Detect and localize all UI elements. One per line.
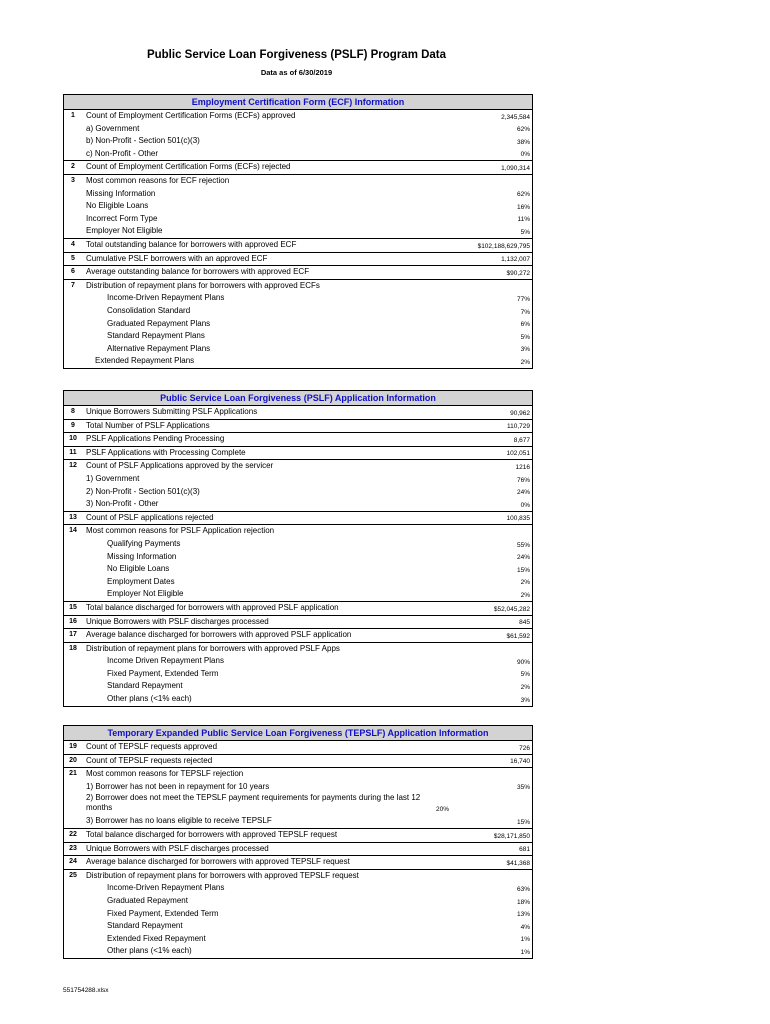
tepslf-row [64,842,532,856]
row-label: 2) Non-Profit - Section 501(c)(3) [86,486,200,496]
row-value: 2% [520,591,530,599]
ecf-row [64,174,532,188]
row-value: 24% [516,489,530,497]
row-value: 38% [516,138,530,146]
row-number [64,135,82,148]
tepslf-row [64,920,532,933]
ecf-row [64,200,532,213]
row-value: 5% [520,228,530,236]
row-value: 726 [519,744,530,752]
tepslf-row [64,767,532,781]
row-number [64,343,82,356]
row-label: Distribution of repayment plans for borrowers with approved ECFs [86,280,320,290]
row-value: 845 [519,619,530,627]
pslf-row [64,551,532,564]
row-number: 14 [69,527,77,535]
row-label: Qualifying Payments [107,538,181,548]
ecf-row [64,225,532,238]
tepslf-section [63,725,533,959]
pslf-row [64,563,532,576]
tepslf-row [64,945,532,958]
row-value: 4% [520,923,530,931]
ecf-row [64,110,532,123]
row-value: 1216 [515,463,530,471]
row-label: Count of Employment Certification Forms (ECFs) rejected [86,162,291,172]
file-name-footer: 551754288.xlsx [63,987,109,994]
row-value: $61,592 [506,632,530,640]
row-label: Income-Driven Repayment Plans [107,883,225,893]
row-number [64,292,82,305]
row-value: 24% [516,554,530,562]
row-number [64,551,82,564]
row-value: $41,368 [506,859,530,867]
row-label: a) Government [86,123,140,133]
ecf-row [64,188,532,201]
row-label: 1) Borrower has not been in repayment for 10 years [86,781,270,791]
row-number [64,895,82,908]
row-number [64,473,82,486]
row-number: 15 [69,603,77,611]
row-value: 18% [516,898,530,906]
pslf-row [64,446,532,460]
row-label: Employer Not Eligible [86,226,163,236]
row-label: 3) Borrower has no loans eligible to receive TEPSLF [86,816,272,826]
row-label: Distribution of repayment plans for borrowers with approved TEPSLF request [86,870,359,880]
pslf-row [64,432,532,446]
row-number: 4 [71,240,75,248]
row-label: Other plans (<1% each) [107,694,192,704]
row-number [64,538,82,551]
row-number [64,933,82,946]
row-number [64,305,82,318]
row-number: 16 [69,617,77,625]
tepslf-row [64,895,532,908]
row-label: Count of TEPSLF requests rejected [86,755,213,765]
row-number: 2 [71,163,75,171]
row-value: 102,051 [506,450,530,458]
row-label: Cumulative PSLF borrowers with an approved ECF [86,253,268,263]
row-label: Most common reasons for PSLF Application rejection [86,526,275,536]
row-value: 100,835 [506,515,530,523]
row-value: 15% [516,566,530,574]
row-number: 9 [71,421,75,429]
row-label: Employer Not Eligible [107,589,184,599]
row-number: 3 [71,176,75,184]
row-value: 8,677 [513,436,530,444]
pslf-row [64,655,532,668]
ecf-row [64,238,532,252]
row-number: 23 [69,844,77,852]
row-value: 7% [520,308,530,316]
row-label: 1) Government [86,473,140,483]
row-number [64,200,82,213]
row-number [64,945,82,958]
row-label: 2) Borrower does not meet the TEPSLF payment requirements for payments during the last 12 months [86,793,421,813]
ecf-row [64,123,532,136]
tepslf-row [64,908,532,921]
tepslf-row [64,815,532,828]
row-number [64,188,82,201]
row-label: Average balance discharged for borrowers with approved PSLF application [86,630,352,640]
pslf-row [64,486,532,499]
row-value: 77% [516,295,530,303]
tepslf-row [64,869,532,883]
row-number [64,793,82,815]
row-label: Standard Repayment [107,921,183,931]
row-label: Income Driven Repayment Plans [107,656,224,666]
ecf-row [64,318,532,331]
row-number [64,486,82,499]
row-number [64,693,82,706]
ecf-row [64,148,532,161]
ecf-section-heading: Employment Certification Form (ECF) Information [64,95,532,110]
row-value: 110,729 [506,423,530,431]
row-value: 2% [520,684,530,692]
row-number [64,318,82,331]
row-number: 20 [69,756,77,764]
ecf-row [64,279,532,293]
row-number: 11 [69,448,77,456]
row-label: Unique Borrowers with PSLF discharges processed [86,843,269,853]
row-number: 7 [71,281,75,289]
row-label: Total balance discharged for borrowers with approved TEPSLF request [86,829,338,839]
row-label: Count of TEPSLF requests approved [86,742,218,751]
tepslf-row [64,882,532,895]
row-number: 8 [71,408,75,415]
ecf-row [64,292,532,305]
row-number [64,680,82,693]
row-label: Count of Employment Certification Forms (ECFs) approved [86,111,296,120]
row-value: $52,045,282 [493,605,530,613]
pslf-row [64,459,532,473]
row-number [64,908,82,921]
row-label: No Eligible Loans [107,564,170,574]
row-value: 0% [520,151,530,159]
tepslf-row [64,855,532,869]
row-label: Standard Repayment [107,681,183,691]
row-value: 681 [519,846,530,854]
row-value: 90% [516,658,530,666]
row-number: 5 [71,254,75,262]
row-label: Missing Information [107,551,177,561]
ecf-row [64,305,532,318]
row-number: 1 [71,112,75,119]
row-number [64,588,82,601]
row-label: Missing Information [86,188,156,198]
row-label: 3) Non-Profit - Other [86,499,159,509]
tepslf-section-heading: Temporary Expanded Public Service Loan Forgiveness (TEPSLF) Application Information [64,726,532,741]
row-label: Total balance discharged for borrowers with approved PSLF application [86,602,339,612]
ecf-row [64,355,532,368]
row-label: Average outstanding balance for borrowers with approved ECF [86,267,310,277]
row-label: Incorrect Form Type [86,213,158,223]
row-label: Distribution of repayment plans for borrowers with approved PSLF Apps [86,643,340,653]
row-number: 10 [69,435,77,443]
row-label: Employment Dates [107,576,175,586]
row-value: $102,188,629,795 [477,242,530,250]
row-value: 16,740 [510,758,530,766]
row-number [64,576,82,589]
row-label: PSLF Applications Pending Processing [86,434,225,444]
tepslf-row [64,828,532,842]
row-value: 6% [520,321,530,329]
tepslf-row [64,754,532,768]
row-label: Alternative Repayment Plans [107,343,211,353]
row-value: 3% [520,696,530,704]
row-label: Count of PSLF applications rejected [86,512,214,522]
row-value: 5% [520,333,530,341]
row-label: Fixed Payment, Extended Term [107,668,219,678]
row-value: 0% [520,501,530,509]
row-label: Graduated Repayment Plans [107,318,211,328]
tepslf-row [64,933,532,946]
row-number [64,882,82,895]
row-number: 22 [69,830,77,838]
row-number: 24 [69,858,77,866]
row-value: 1% [520,936,530,944]
row-number [64,213,82,226]
row-value: 63% [516,885,530,893]
row-number: 13 [69,513,77,521]
ecf-row [64,330,532,343]
row-value: 35% [516,784,530,792]
row-number: 6 [71,268,75,276]
pslf-row [64,680,532,693]
pslf-rows [64,406,532,706]
page-subtitle: Data as of 6/30/2019 [260,68,333,77]
row-label: Average balance discharged for borrowers with approved TEPSLF request [86,857,350,867]
ecf-row [64,343,532,356]
row-label: c) Non-Profit - Other [86,148,159,158]
row-number [64,655,82,668]
row-label: b) Non-Profit - Section 501(c)(3) [86,136,200,146]
ecf-row [64,213,532,226]
pslf-row [64,668,532,681]
pslf-row [64,538,532,551]
pslf-row [64,693,532,706]
pslf-row [64,419,532,433]
pslf-row [64,576,532,589]
row-value: 13% [516,911,530,919]
row-number [64,123,82,136]
row-label: Graduated Repayment [107,895,188,905]
row-value: $90,272 [506,269,530,277]
row-value: 1% [520,948,530,956]
row-label: Total Number of PSLF Applications [86,420,210,430]
row-value: $28,171,850 [493,832,530,840]
row-number [64,355,82,368]
row-label: Most common reasons for TEPSLF rejection [86,769,244,779]
row-label: PSLF Applications with Processing Complete [86,447,246,457]
ecf-row [64,135,532,148]
row-label: Standard Repayment Plans [107,331,205,341]
row-number: 25 [69,871,77,879]
row-value: 2% [520,579,530,587]
tepslf-row [64,741,532,754]
row-number: 21 [69,770,77,778]
row-number [64,148,82,161]
row-value: 1,090,314 [501,164,530,172]
row-value: 55% [516,541,530,549]
tepslf-rows [64,741,532,958]
row-label: Fixed Payment, Extended Term [107,908,219,918]
pslf-row [64,406,532,419]
row-value: 2% [520,358,530,366]
row-number [64,781,82,794]
row-label: Income-Driven Repayment Plans [107,293,225,303]
row-value: 15% [516,818,530,826]
pslf-row [64,498,532,511]
page-title: Public Service Loan Forgiveness (PSLF) Program Data [146,49,447,61]
row-value: 76% [516,476,530,484]
tepslf-row [64,781,532,794]
row-number: 17 [69,631,77,639]
pslf-row [64,588,532,601]
pslf-row [64,601,532,615]
row-label: Count of PSLF Applications approved by the servicer [86,461,274,471]
row-label: Extended Fixed Repayment [107,933,206,943]
row-value: 90,962 [510,409,530,417]
row-label: Extended Repayment Plans [95,356,195,366]
row-number [64,668,82,681]
row-number [64,330,82,343]
pslf-row [64,628,532,642]
row-label: Total outstanding balance for borrowers with approved ECF [86,239,297,249]
pslf-section [63,390,533,707]
pslf-row [64,524,532,538]
row-value: 5% [520,671,530,679]
row-label: Consolidation Standard [107,305,191,315]
row-label: Most common reasons for ECF rejection [86,175,230,185]
ecf-rows [64,110,532,368]
pslf-row [64,511,532,525]
row-value: 62% [516,126,530,134]
row-number: 18 [69,644,77,652]
ecf-row [64,265,532,279]
row-number [64,563,82,576]
row-number: 19 [69,743,77,750]
pslf-row [64,473,532,486]
row-label: No Eligible Loans [86,201,149,211]
row-value: 11% [517,216,530,224]
row-value: 1,132,007 [501,256,530,264]
ecf-row [64,252,532,266]
row-value: 20% [436,806,450,814]
tepslf-row [64,793,532,815]
row-number [64,225,82,238]
row-label: Unique Borrowers with PSLF discharges processed [86,616,269,626]
pslf-section-heading: Public Service Loan Forgiveness (PSLF) Application Information [64,391,532,406]
row-value: 3% [520,346,530,354]
ecf-section [63,94,533,369]
row-label: Unique Borrowers Submitting PSLF Applications [86,407,258,416]
row-value: 2,345,584 [501,113,530,121]
row-number [64,920,82,933]
ecf-row [64,160,532,174]
pslf-row [64,642,532,656]
row-label: Other plans (<1% each) [107,946,192,956]
row-number [64,498,82,511]
row-number [64,815,82,828]
row-number: 12 [69,462,77,470]
row-value: 62% [516,191,530,199]
pslf-row [64,615,532,629]
row-value: 16% [516,203,530,211]
